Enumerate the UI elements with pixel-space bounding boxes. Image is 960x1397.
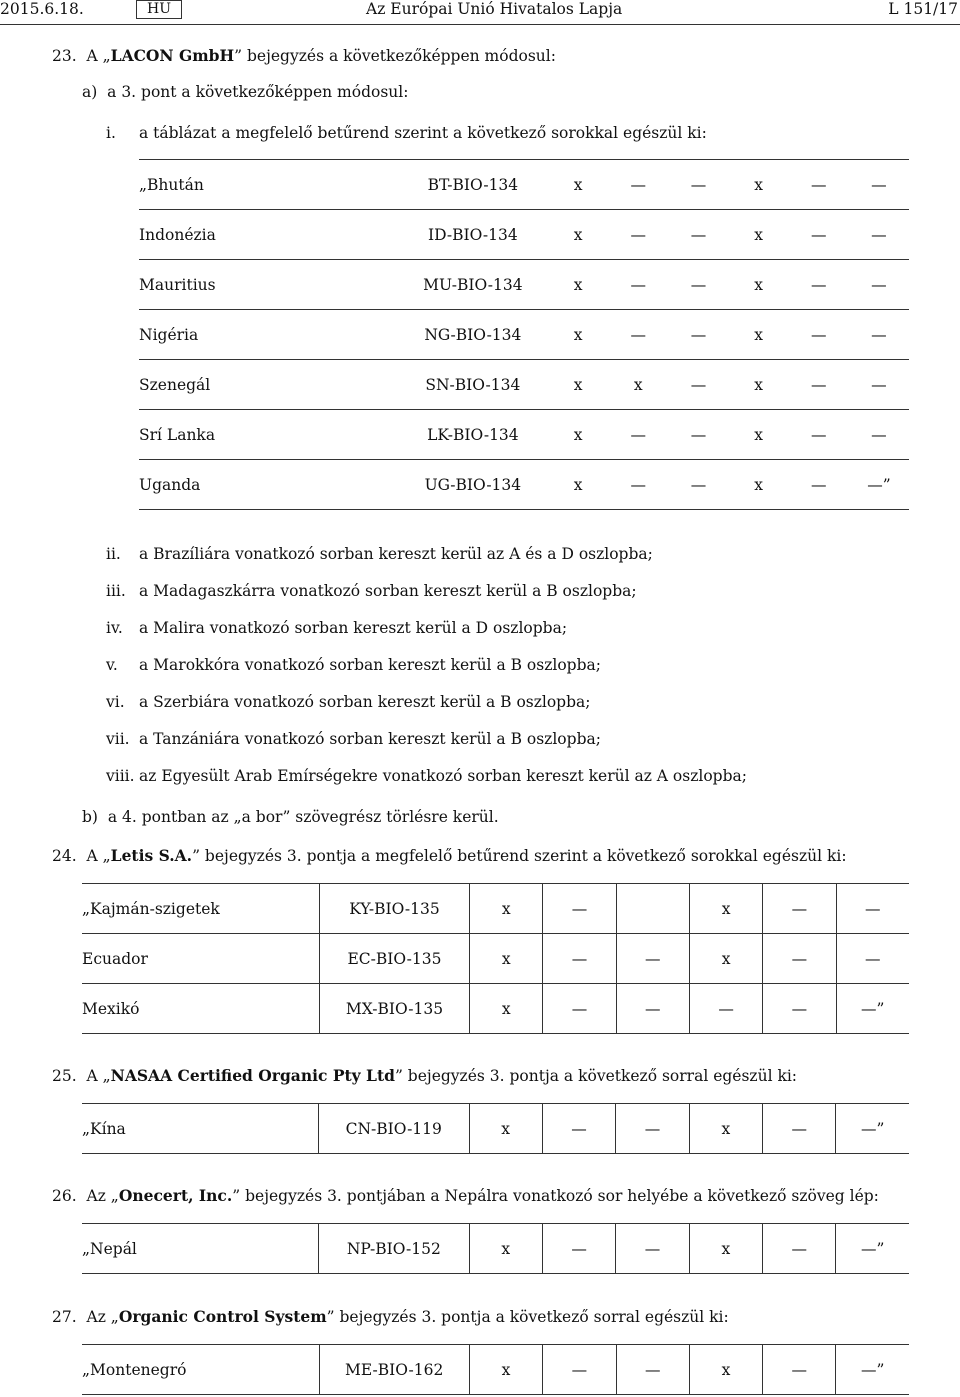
subitem-text: a Brazíliára vonatkozó sorban kereszt kerül az A és a D oszlopba; (139, 545, 653, 563)
mark-cell: — (616, 984, 689, 1034)
country-cell: Nigéria (139, 310, 398, 360)
mark-cell: — (789, 160, 849, 210)
mark-cell: — (849, 310, 909, 360)
table-row (139, 460, 909, 510)
subitem-label: vi. (106, 693, 125, 711)
table-row (139, 310, 909, 360)
mark-cell: x (469, 1104, 542, 1154)
mark-cell: x (548, 210, 608, 260)
table-row (139, 410, 909, 460)
mark-cell: — (789, 360, 849, 410)
country-cell: Indonézia (139, 210, 398, 260)
mark-cell: — (763, 884, 836, 934)
mark-cell: x (548, 360, 608, 410)
subitem-label: vii. (106, 730, 130, 748)
quote-open: Az „ (86, 1308, 119, 1326)
sub-label: a) (82, 83, 98, 101)
mark-cell: x (469, 1345, 542, 1395)
mark-cell: —” (836, 1345, 909, 1395)
subitem-text: a Marokkóra vonatkozó sorban kereszt kerül a B oszlopba; (139, 656, 601, 674)
mark-cell: — (543, 934, 616, 984)
country-cell: „Montenegró (82, 1345, 319, 1395)
mark-cell: x (469, 1224, 542, 1274)
item-number: 26. (52, 1187, 77, 1205)
code-cell: ID-BIO-134 (398, 210, 548, 260)
mark-cell: x (470, 984, 543, 1034)
mark-cell: x (470, 934, 543, 984)
code-cell: MU-BIO-134 (398, 260, 548, 310)
mark-cell: — (789, 260, 849, 310)
mark-cell: x (729, 360, 789, 410)
entity-name: NASAA Certified Organic Pty Ltd (110, 1066, 395, 1085)
subitem-text: az Egyesült Arab Emírségekre vonatkozó sorban kereszt kerül az A oszlopba; (139, 767, 747, 785)
mark-cell: x (548, 460, 608, 510)
table-row (82, 1345, 909, 1395)
item-23-b (82, 808, 499, 826)
mark-cell: — (763, 934, 836, 984)
item-23-heading (52, 46, 556, 65)
mark-cell: — (689, 984, 762, 1034)
mark-cell: — (849, 210, 909, 260)
page-number: L 151/17 (888, 0, 958, 18)
mark-cell: x (548, 160, 608, 210)
country-cell: Uganda (139, 460, 398, 510)
mark-cell: x (689, 934, 762, 984)
mark-cell: — (668, 310, 728, 360)
sub-text: a 4. pontban az „a bor” szövegrész törlésre kerül. (107, 808, 499, 826)
subitem-text: a Madagaszkárra vonatkozó sorban kereszt kerül a B oszlopba; (139, 582, 637, 600)
language-badge: HU (136, 0, 182, 19)
mark-cell: — (616, 934, 689, 984)
mark-cell: — (608, 210, 668, 260)
mark-cell: — (542, 1224, 615, 1274)
table-row (139, 360, 909, 410)
mark-cell: — (616, 1224, 689, 1274)
mark-cell: — (608, 260, 668, 310)
subitem-label: iii. (106, 582, 126, 600)
mark-cell: x (729, 410, 789, 460)
mark-cell: x (608, 360, 668, 410)
mark-cell: x (689, 1224, 762, 1274)
mark-cell: — (608, 410, 668, 460)
item-number: 25. (52, 1067, 77, 1085)
mark-cell: — (608, 460, 668, 510)
item-25-heading (52, 1066, 797, 1085)
code-cell: LK-BIO-134 (398, 410, 548, 460)
entity-name: Letis S.A. (110, 846, 193, 865)
mark-cell: — (763, 1345, 836, 1395)
country-table-23 (139, 159, 909, 510)
mark-cell: — (668, 460, 728, 510)
mark-cell: — (668, 410, 728, 460)
mark-cell: —” (836, 984, 909, 1034)
country-cell: „Kajmán-szigetek (82, 884, 319, 934)
subitem-text: a Szerbiára vonatkozó sorban kereszt kerül a B oszlopba; (139, 693, 591, 711)
entity-name: LACON GmbH (110, 46, 235, 65)
mark-cell: — (789, 460, 849, 510)
mark-cell: — (789, 210, 849, 260)
mark-cell: — (763, 1104, 836, 1154)
mark-cell: — (849, 410, 909, 460)
mark-cell: — (543, 984, 616, 1034)
subitem-text: a Tanzániára vonatkozó sorban kereszt kerül a B oszlopba; (139, 730, 601, 748)
country-cell: „Bhután (139, 160, 398, 210)
sub-label: b) (82, 808, 98, 826)
item-number: 27. (52, 1308, 77, 1326)
mark-cell: — (668, 260, 728, 310)
mark-cell: — (849, 160, 909, 210)
item-23-i-text: a táblázat a megfelelő betűrend szerint a következő sorokkal egészül ki: (139, 124, 707, 142)
table-row (82, 984, 909, 1034)
quote-open: A „ (86, 1067, 111, 1085)
country-cell: „Nepál (82, 1224, 319, 1274)
code-cell: UG-BIO-134 (398, 460, 548, 510)
country-cell: Srí Lanka (139, 410, 398, 460)
table-row (82, 1104, 909, 1154)
item-number: 24. (52, 847, 77, 865)
mark-cell: — (836, 884, 909, 934)
mark-cell: x (689, 1104, 762, 1154)
mark-cell: x (729, 260, 789, 310)
mark-cell: — (608, 310, 668, 360)
entity-name: Organic Control System (118, 1307, 327, 1326)
heading-text: ” bejegyzés 3. pontjában a Nepálra vonatkozó sor helyébe a következő szöveg lép: (232, 1187, 879, 1205)
publication-date: 2015.6.18. (0, 0, 84, 18)
subitem-label: iv. (106, 619, 123, 637)
mark-cell: —” (836, 1104, 909, 1154)
country-cell: „Kína (82, 1104, 319, 1154)
mark-cell (616, 884, 689, 934)
subitem-text: a Malira vonatkozó sorban kereszt kerül a D oszlopba; (139, 619, 568, 637)
item-23-a (82, 83, 408, 101)
item-number: 23. (52, 47, 77, 65)
mark-cell: —” (836, 1224, 909, 1274)
mark-cell: — (668, 210, 728, 260)
code-cell: BT-BIO-134 (398, 160, 548, 210)
sub-text: a 3. pont a következőképpen módosul: (107, 83, 409, 101)
mark-cell: x (729, 160, 789, 210)
item-27-heading (52, 1307, 729, 1326)
table-row (139, 210, 909, 260)
item-23-i-label: i. (106, 124, 116, 142)
mark-cell: x (548, 410, 608, 460)
code-cell: MX-BIO-135 (319, 984, 469, 1034)
country-table-26 (82, 1223, 909, 1274)
code-cell: CN-BIO-119 (319, 1104, 469, 1154)
code-cell: NG-BIO-134 (398, 310, 548, 360)
mark-cell: — (668, 360, 728, 410)
country-cell: Szenegál (139, 360, 398, 410)
header-rule (0, 24, 960, 25)
table-row (139, 260, 909, 310)
quote-open: Az „ (86, 1187, 119, 1205)
mark-cell: — (849, 360, 909, 410)
code-cell: ME-BIO-162 (319, 1345, 469, 1395)
mark-cell: — (616, 1104, 689, 1154)
mark-cell: — (789, 410, 849, 460)
heading-text: ” bejegyzés 3. pontja a következő sorral egészül ki: (326, 1308, 729, 1326)
mark-cell: — (763, 984, 836, 1034)
subitem-label: ii. (106, 545, 121, 563)
mark-cell: —” (849, 460, 909, 510)
mark-cell: x (548, 260, 608, 310)
mark-cell: — (608, 160, 668, 210)
subitem-label: viii. (106, 767, 135, 785)
table-row (139, 160, 909, 210)
mark-cell: x (729, 210, 789, 260)
country-table-27 (82, 1344, 909, 1395)
item-26-heading (52, 1186, 879, 1205)
mark-cell: x (470, 884, 543, 934)
page-header (0, 0, 960, 26)
mark-cell: x (548, 310, 608, 360)
country-cell: Ecuador (82, 934, 319, 984)
code-cell: NP-BIO-152 (319, 1224, 469, 1274)
mark-cell: — (542, 1104, 615, 1154)
mark-cell: — (836, 934, 909, 984)
mark-cell: — (789, 310, 849, 360)
mark-cell: — (543, 884, 616, 934)
mark-cell: — (849, 260, 909, 310)
table-row (82, 934, 909, 984)
mark-cell: — (763, 1224, 836, 1274)
country-table-25 (82, 1103, 909, 1154)
country-table-24 (82, 883, 909, 1034)
mark-cell: — (668, 160, 728, 210)
code-cell: KY-BIO-135 (319, 884, 469, 934)
table-row (82, 1224, 909, 1274)
heading-text: ” bejegyzés 3. pontja a következő sorral egészül ki: (394, 1067, 798, 1085)
item-24-heading (52, 846, 847, 865)
heading-text: ” bejegyzés 3. pontja a megfelelő betűrend szerint a következő sorokkal egészül ki: (192, 847, 847, 865)
code-cell: SN-BIO-134 (398, 360, 548, 410)
heading-text: ” bejegyzés a következőképpen módosul: (234, 47, 556, 65)
mark-cell: x (729, 310, 789, 360)
entity-name: Onecert, Inc. (118, 1186, 233, 1205)
mark-cell: — (543, 1345, 616, 1395)
mark-cell: x (689, 884, 762, 934)
mark-cell: x (729, 460, 789, 510)
country-cell: Mauritius (139, 260, 398, 310)
subitem-label: v. (106, 656, 118, 674)
country-cell: Mexikó (82, 984, 319, 1034)
mark-cell: x (689, 1345, 762, 1395)
quote-open: A „ (86, 847, 111, 865)
mark-cell: — (616, 1345, 689, 1395)
code-cell: EC-BIO-135 (319, 934, 469, 984)
quote-open: A „ (86, 47, 111, 65)
table-row (82, 884, 909, 934)
journal-title: Az Európai Unió Hivatalos Lapja (366, 0, 623, 18)
